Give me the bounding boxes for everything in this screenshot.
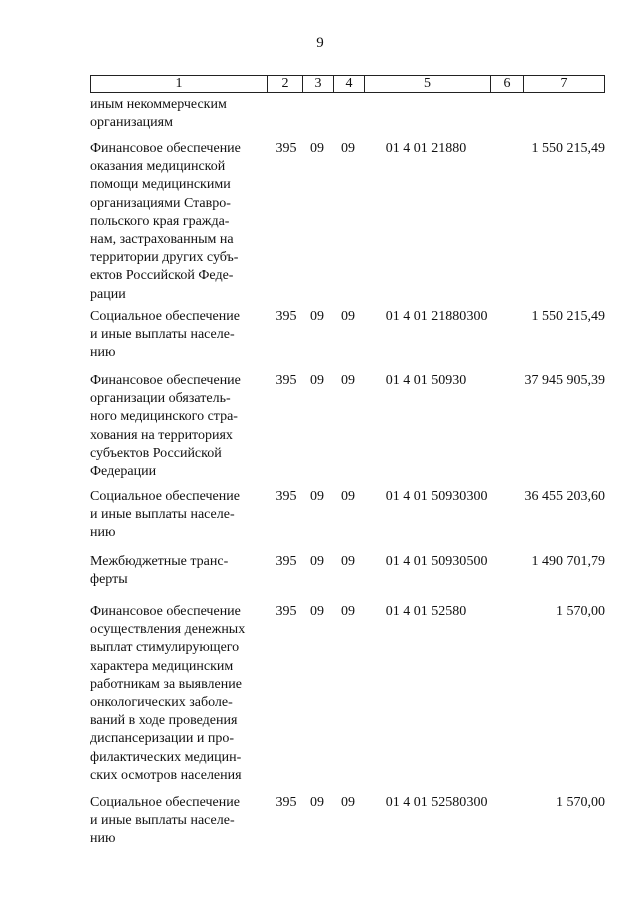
row-code: 395 xyxy=(275,489,297,504)
row-expense-type: 300 xyxy=(466,309,488,324)
row-code: 395 xyxy=(275,554,297,569)
row-target: 01 4 01 50930 xyxy=(385,489,467,504)
row-code: 395 xyxy=(275,795,297,810)
row-section: 09 xyxy=(310,141,324,156)
row-section: 09 xyxy=(310,795,324,810)
row-amount: 36 455 203,60 xyxy=(524,489,605,504)
row-code: 395 xyxy=(275,309,297,324)
row-target: 01 4 01 21880 xyxy=(385,309,467,324)
row-section: 09 xyxy=(310,554,324,569)
header-col-5: 5 xyxy=(365,76,491,92)
row-target: 01 4 01 52580 xyxy=(385,795,467,810)
row-expense-type: 300 xyxy=(466,795,488,810)
row-amount: 37 945 905,39 xyxy=(524,373,605,388)
row-name: Финансовое обеспечение оказания медицинской помощи медицинскими организациями Ставро- польского края гражда- нам, застрахованным на территории других субъ- ектов Российской Феде- рации xyxy=(90,141,241,302)
row-expense-type: 500 xyxy=(466,554,488,569)
row-name: Финансовое обеспечение осуществления денежных выплат стимулирующего характера медицинским работникам за выявление онкологических заболе- ваний в ходе проведения диспансеризации и про- филактических медицин- ских осмотров населения xyxy=(90,604,246,783)
row-code: 395 xyxy=(275,373,297,388)
row-code: 395 xyxy=(275,141,297,156)
row-target: 01 4 01 50930 xyxy=(385,554,467,569)
row-code: 395 xyxy=(275,604,297,619)
row-name: Социальное обеспечение и иные выплаты населе- нию xyxy=(90,795,240,847)
row-subsection: 09 xyxy=(341,795,355,810)
row-target: 01 4 01 21880 xyxy=(385,141,467,156)
header-col-4: 4 xyxy=(334,76,365,92)
row-amount: 1 570,00 xyxy=(556,795,605,810)
row-amount: 1 550 215,49 xyxy=(531,141,605,156)
header-col-3: 3 xyxy=(303,76,334,92)
row-name: Социальное обеспечение и иные выплаты населе- нию xyxy=(90,309,240,361)
row-subsection: 09 xyxy=(341,604,355,619)
row-subsection: 09 xyxy=(341,141,355,156)
row-subsection: 09 xyxy=(341,489,355,504)
row-name: Социальное обеспечение и иные выплаты населе- нию xyxy=(90,489,240,541)
row-amount: 1 550 215,49 xyxy=(531,309,605,324)
row-section: 09 xyxy=(310,309,324,324)
header-col-2: 2 xyxy=(268,76,303,92)
row-target: 01 4 01 50930 xyxy=(385,373,467,388)
row-amount: 1 570,00 xyxy=(556,604,605,619)
row-name: Межбюджетные транс- ферты xyxy=(90,554,229,588)
row-target: 01 4 01 52580 xyxy=(385,604,467,619)
header-col-1: 1 xyxy=(91,76,268,92)
row-name: иным некоммерческим организациям xyxy=(90,97,227,131)
header-col-6: 6 xyxy=(491,76,524,92)
row-amount: 1 490 701,79 xyxy=(531,554,605,569)
row-expense-type: 300 xyxy=(466,489,488,504)
row-subsection: 09 xyxy=(341,373,355,388)
row-subsection: 09 xyxy=(341,554,355,569)
page-number: 9 xyxy=(316,35,324,51)
row-section: 09 xyxy=(310,604,324,619)
row-section: 09 xyxy=(310,373,324,388)
table-header xyxy=(90,75,605,93)
row-section: 09 xyxy=(310,489,324,504)
row-name: Финансовое обеспечение организации обязатель- ного медицинского стра- хования на территориях субъектов Российской Федерации xyxy=(90,373,241,480)
row-subsection: 09 xyxy=(341,309,355,324)
header-col-7: 7 xyxy=(560,76,568,91)
